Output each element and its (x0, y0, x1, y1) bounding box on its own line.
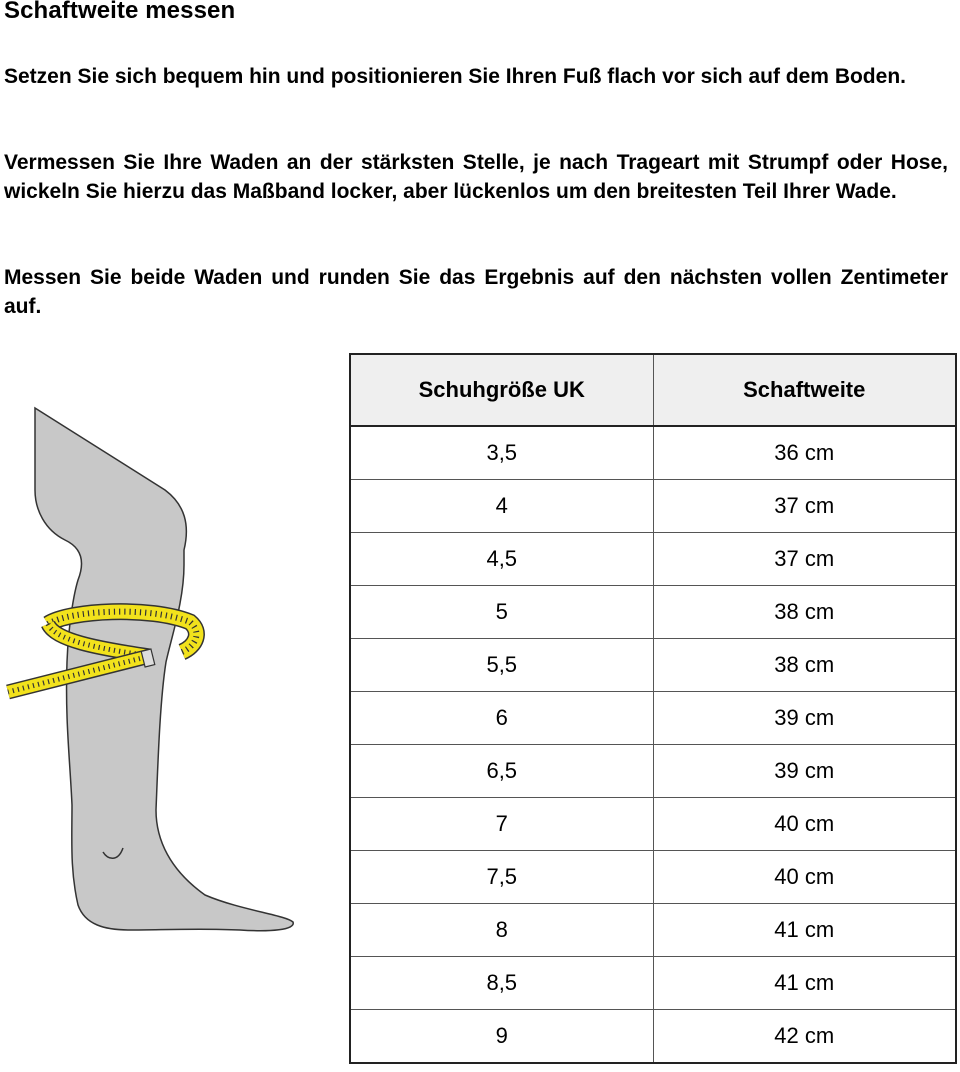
shaft-width-cell: 40 cm (653, 851, 956, 904)
table-row (350, 533, 956, 586)
table-row (350, 851, 956, 904)
shoe-size-cell: 6 (350, 692, 653, 745)
shaft-width-cell: 40 cm (653, 798, 956, 851)
table-row (350, 798, 956, 851)
shoe-size-cell: 6,5 (350, 745, 653, 798)
shaft-width-cell: 41 cm (653, 957, 956, 1010)
instruction-paragraph-2: Vermessen Sie Ihre Waden an der stärksten Stelle, je nach Trageart mit Strumpf oder Hose, wickeln Sie hierzu das Maßband locker, aber lückenlos um den breitesten Teil Ihrer Wade. (4, 151, 948, 203)
column-header-shaft-width: Schaftweite (653, 354, 956, 426)
table-row (350, 1010, 956, 1064)
shaft-width-cell: 38 cm (653, 586, 956, 639)
shoe-size-cell: 9 (350, 1010, 653, 1064)
table-row (350, 639, 956, 692)
leg-measuring-tape-icon (0, 400, 310, 950)
shoe-size-cell: 4 (350, 480, 653, 533)
shaft-width-cell: 38 cm (653, 639, 956, 692)
shaft-width-cell: 42 cm (653, 1010, 956, 1064)
instruction-paragraph-1: Setzen Sie sich bequem hin und positionieren Sie Ihren Fuß flach vor sich auf dem Boden. (4, 65, 906, 88)
size-table (349, 353, 957, 1064)
shaft-width-cell: 39 cm (653, 692, 956, 745)
shaft-width-cell: 36 cm (653, 426, 956, 480)
table-row (350, 904, 956, 957)
shoe-size-cell: 8,5 (350, 957, 653, 1010)
shaft-width-cell: 37 cm (653, 480, 956, 533)
shoe-size-cell: 7,5 (350, 851, 653, 904)
table-row (350, 586, 956, 639)
shaft-width-cell: 37 cm (653, 533, 956, 586)
table-row (350, 692, 956, 745)
page-title: Schaftweite messen (4, 0, 236, 24)
shaft-width-cell: 39 cm (653, 745, 956, 798)
table-row (350, 957, 956, 1010)
column-header-shoe-size: Schuhgröße UK (350, 354, 653, 426)
table-header-row (350, 354, 956, 426)
table-row (350, 745, 956, 798)
table-row (350, 480, 956, 533)
instruction-paragraph-3: Messen Sie beide Waden und runden Sie das Ergebnis auf den nächsten vollen Zentimeter auf. (4, 266, 948, 318)
shoe-size-cell: 4,5 (350, 533, 653, 586)
shoe-size-cell: 8 (350, 904, 653, 957)
shoe-size-cell: 5 (350, 586, 653, 639)
shoe-size-cell: 3,5 (350, 426, 653, 480)
shoe-size-cell: 5,5 (350, 639, 653, 692)
shoe-size-cell: 7 (350, 798, 653, 851)
table-row (350, 426, 956, 480)
shaft-width-cell: 41 cm (653, 904, 956, 957)
